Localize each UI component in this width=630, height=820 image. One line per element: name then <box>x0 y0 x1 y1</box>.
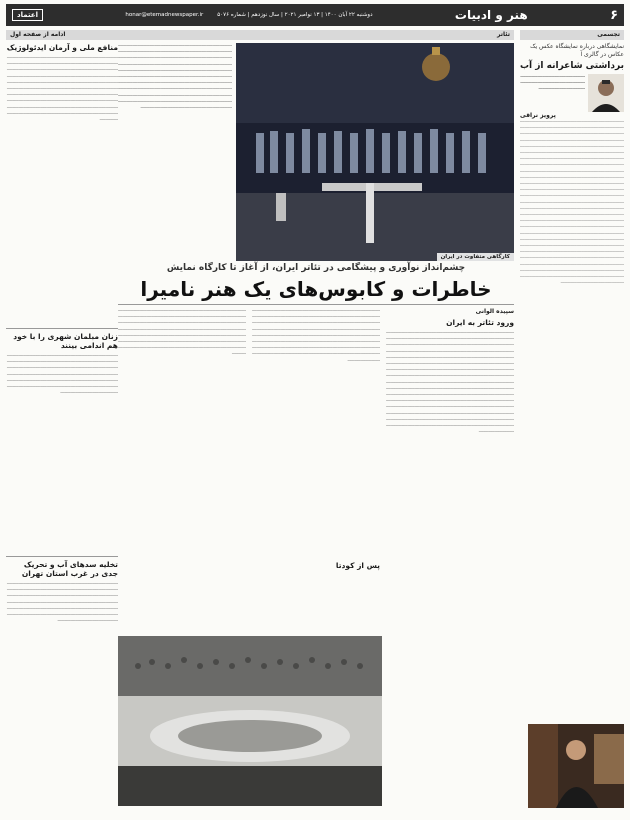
main-article <box>118 30 514 816</box>
right-body-text: ـــــــــــــــــــــــــــــــــــــــــــــــــــــــــــــــــــــــــــــــــــــــــــــــــــــــــــــــــــــــــــــــــــــــــــــــــــــــــــــــــــــــــــــــــــــــــــــــــــــــــــــــــــــــــــــــــــــــــــــــــــــــــــــــــــــــــــــــــــــــــــــــــــــــــــــــــــــــــــــــــــــــــــــــــــــــــــــــــــــــــــــــــــــــــــــــــــــــــــــــــــــــــــــــــــــــــــــــــــــــــــــــــــــــــــــــــــــــــــــــــــــــــــــــــــــــــــــــــــــــــــــــــــــــــــــــــــــــــــــــــــــــــــــــــــــــــــــــــــــــــــــــــــــــــــــــــــــــــــــــــــــــــــــــــــــــــــــــــــــــــــــــــــــــــــــــــــــــــــــــــــــــــــــــــــــــــــــــــــــــــــــــــــــــــــــــــــــــــــــــــــــــــــــــــــــــــــــــــــــــــــــــــــــــــــــــــــــــــــــــــــــــــــــــــــــــــــــــــــــــــــــــــــــــــــــــــــــــــــــــــــــــــــــــــــــــــــــــــــــــــــــــــــــــــــــــــــــــــــــــــــــــــــــــــــــــــــــــــــــــــــــــــــــــــــــــــــــــــــــــــــــــــــــــــــــــــــــــــــــــــــــــــــــــــــــــــــــــــــــــــــــــــــــــــــــــــــــــــــــــــــــــــــــــــــــــــــــــــــــــــــــــــــــــــــــــــــــــــــــــــــــــــــــــــــــــــــــــــــــــــــــــــــــــــــــــــــــــــــــــــــــــــــــــــــــــــــــــــــــــــــــــــــــــــــــــــــــــــــــــــــــــــــــــــــــــــــــــــــــــــــــــــــــــــــــــــــــــــــــــــــــــــــــــــــــــــــــــــــــــــــــــــــــــــــــــــــــــــــــــــــــــــــــــــــــــــــــــــــــــــــــــــــــــــــــــــــــــــــــــــــــــــــــــــــــــــــــــــــــــــــــــــــــــــــــــــــــــــــــــــــــــــــــــــــــــــــــــــــــــــــــــــــــــــــــــــــــــــــــــــــــــــــــــــــــــــــــــــــــــــــــــــــــــــــــــــــــــــــــــــــــــــ <box>520 119 624 286</box>
newspaper-logo: اعتماد <box>12 9 43 21</box>
right-section-label: تجسمی <box>520 30 624 40</box>
right-lead-text: ـــــــــــــــــــــــــــــــــــــــــــــــــــــــــــــــــــــــــــــــــــــــــــــــــــــــــــــــــــــــــــــ <box>520 74 585 92</box>
exhibition-photo <box>528 724 624 808</box>
left-section-label: ادامه از صفحه اول <box>6 30 118 40</box>
main-author: سپیده الوانی <box>475 308 514 315</box>
header-meta <box>125 12 372 18</box>
author-portrait <box>588 74 624 112</box>
page-number: ۶ <box>610 7 618 23</box>
right-kicker: نمایشگاهی درباره نمایشگاه عکس یک عکاس در گالری آ <box>530 43 624 58</box>
right-headline: برداشتی شاعرانه از آب <box>520 61 624 71</box>
section-title: هنر و ادبیات <box>454 8 528 22</box>
left-headline-3: تخلیه سدهای آب و تحریک جدی در غرب استان تهران <box>21 560 118 578</box>
left-body-2: ـــــــــــــــــــــــــــــــــــــــــــــــــــــــــــــــــــــــــــــــــــــــــــــــــــــــــــــــــــــــــــــــــــــــــــــــــــــــــــــــــــــــــــــــــــــــــــــــــــــــــــــــــــــــــــــــــــــــــــــــــــــــــــــــــــــــــــــــــــــــــــــــــــــــــــــــــــــــــــــــــــــــــــــــــــــــــــــــــــــــــــــــــــــــــــــــــــــــــــــــــــــــــــــــــــــــــــــــــــــــــــــــــــــــــــــــــــــــــــــــــــــــــــــــــــــــــــــــــــ <box>6 353 118 396</box>
header-date: دوشنبه ۲۲ آبان ۱۴۰۰ | ۱۳ نوامبر ۲۰۲۱ | سال نوزدهم | شماره ۵۰۷۶ <box>217 12 373 18</box>
main-subhead: ورود تئاتر به ایران <box>446 318 514 327</box>
page-header <box>6 4 624 26</box>
photo-side-text: ـــــــــــــــــــــــــــــــــــــــــــــــــــــــــــــــــــــــــــــــــــــــــــــــــــــــــــــــــــــــــــــــــــــــــــــــــــــــــــــــــــــــــــــــــــــــــــــــــــــــــــــــــــــــــــــــــــــــــــــــــــــــــــــــــــــــــــــــــــــــــــــــــــــــــــــــــــــــــــــــــــــــــــــــــــــــــــــــــــــــــــــــــــــــــــــــــــــــــــــــــــــــــــــــــــــــــــــــــــــــــــــــــــــــــــــــــــــــــــــــــــــــــــــــــــــــــــــــــــــــــــــــــــــــــــــــــــــــــــــــــــــــــــــــــــــــــــــــــــــــــــــــــــــــــــــــــــــــــــــــــــــــــــــــــــــــــــــــــــــــــــــــــــــــــــــــــــــــــــــــــــــــــــــــــــــــــــــــــــــــــــــــــــــــــــــــــــــــــــــــــــــــــــــــــــــــــــــــــــــــــــــــــــــــــــــــــــــــــــ <box>118 43 232 111</box>
left-body-3: ـــــــــــــــــــــــــــــــــــــــــــــــــــــــــــــــــــــــــــــــــــــــــــــــــــــــــــــــــــــــــــــــــــــــــــــــــــــــــــــــــــــــــــــــــــــــــــــــــــــــــــــــــــــــــــــــــــــــــــــــــــــــــــــــــــــــــــــــــــــــــــــــــــــــــــــــــــــــــــــــــــــــــــــــــــــــــــــــــــــــــــــــــــــــــــــــــــــــــــــــــــــــــــــــــــــــــــــــــــــــــــــــــــــــــــــــــــــــــــــــــــــــــــــــــــــــــــــــــــــ <box>6 581 118 624</box>
left-body-1: ـــــــــــــــــــــــــــــــــــــــــــــــــــــــــــــــــــــــــــــــــــــــــــــــــــــــــــــــــــــــــــــــــــــــــــــــــــــــــــــــــــــــــــــــــــــــــــــــــــــــــــــــــــــــــــــــــــــــــــــــــــــــــــــــــــــــــــــــــــــــــــــــــــــــــــــــــــــــــــــــــــــــــــــــــــــــــــــــــــــــــــــــــــــــــــــــــــــــــــــــــــــــــــــــــــــــــــــــــــــــــــــــــــــــــــــــــــــــــــــــــــــــــــــــــــــــــــــــــــــــــــــــــــــــــــــــــــــــــــــــــــــــــــــــــــــــــــــــــــــــــــــــــــــــــــــــــــــــــــــــــــــــــــــــــــــــــــــــــــــــــــــــــــــــــــــــــــــــــــــــــــــــــــــــــــــــــــــــــــــــــــــــــــــــــــــــــــــــــــــــــــ <box>6 55 118 123</box>
main-body-col2: ـــــــــــــــــــــــــــــــــــــــــــــــــــــــــــــــــــــــــــــــــــــــــــــــــــــــــــــــــــــــــــــــــــــــــــــــــــــــــــــــــــــــــــــــــــــــــــــــــــــــــــــــــــــــــــــــــــــــــــــــــــــــــــــــــــــــــــــــــــــــــــــــــــــــــــــــــــــــــــــــــــــــــــــــــــــــــــــــــــــــــــــــــــــــــــــــــــــــــــــــــــــــــــــــــــــــــــــــــــــــــــــــــــــــــــــــــــــــــــــــــــــــــــــــــــــــــــــــــــــــــــــــــــــــــــــــــــــــــــــــــــــــــــــــــــــــــــــــــــــــــــــــــــــــــــــــــــــــــــــــــــــــــــــــــــــــــــــــــــــــــــــــــــــــــــــــــــــــــــــــــــــــــــــــــــــــــــــــ <box>252 308 380 363</box>
right-author: پرویز نراقی <box>520 112 556 119</box>
header-email[interactable]: honar@etemadnewspaper.ir <box>125 12 204 18</box>
main-body-col1: ـــــــــــــــــــــــــــــــــــــــــــــــــــــــــــــــــــــــــــــــــــــــــــــــــــــــــــــــــــــــــــــــــــــــــــــــــــــــــــــــــــــــــــــــــــــــــــــــــــــــــــــــــــــــــــــــــــــــــــــــــــــــــــــــــــــــــــــــــــــــــــــــــــــــــــــــــــــــــــــــــــــــــــــــــــــــــــــــــــــــــــــــــــــــــــــــــــــــــــــــــــــــــــــــــــــــــــــــــــــــــــــــــــــــــــــــــــــــــــــــــــــــــــــــــــــــــــــــــــــــــــــــــــــــــــــــــــــــــــــــــــــــــــــــــــــــــــــــــــــــــــــــــــــــــــــــــــــــــــــــــــــــــــــــــــــــــــــــــــــــــــــــــــــــــــــــــــــــــــــــــــــــــــــــــــــــــــــــــــــــــــــــــــــــــــــــــــــــــــــــــــــــــــــــــــــــــــــــــــــــــــــــــــــــــــــــــــــــــــــــــــــــــــــــــــــــــــــــــــــــــــــــــــــــــــــــــــــــــــــــــــــــــــــــــــــــــــــــــــــــــــــــــــــــــــــــــــــــــــــــــــــــــــــــــــــــــــــــــــــــــــــــــــــــــــــــــــــــــــــــــــــــــــــــــــــــــــــــــــــــــــــــــــــــــــــــــــــــــــــــــــــــــــــــــــــــــــــــــــــــــــــــــــــــــــــــــــــــــــــــــــــــــــــــــــــــــــــــــــــــــــــــــــــــــــــــــــــــــــــــــــــــــــــــــــــــــــــــــــــــــــــــــــــــــــــــــــــــــــــــــــــــــــــــــــــــــــــــــــــــــ <box>386 330 514 435</box>
photo-caption: کارگاهی متفاوت در ایران <box>437 253 514 261</box>
left-headline-1: منافع ملی و آرمان ایدئولوژیک <box>6 43 118 52</box>
crowd-photo <box>118 636 382 806</box>
main-subhead2: پس از کودتا <box>335 561 380 570</box>
main-body-col3: ـــــــــــــــــــــــــــــــــــــــــــــــــــــــــــــــــــــــــــــــــــــــــــــــــــــــــــــــــــــــــــــــــــــــــــــــــــــــــــــــــــــــــــــــــــــــــــــــــــــــــــــــــــــــــــــــــــــــــــــــــــــــــــــــــــــــــــــــــــــــــــــــــــــــــــــــــــــــــــــــــــــــــــــــــــــــــــــــــــــــــــــــــــــــــــــــــــــــــــــــــــــــــــــــــــــــــــــــــــــــــــــــــــــــــــــــــــــــــــــــــــــــــــــــــــــــــــــــــــــــــــــــــــــــــــــــــــــــــــــــــــــــــــــــــــــــــــــــــــــــــــــــــــــــــــــــــــــــــــــــــــــــ <box>118 308 246 357</box>
main-headline: خاطرات و کابوس‌های یک هنر نامیرا <box>140 277 492 301</box>
left-headline-2: زنان مبلمان شهری را با خود هم اندامی بینند <box>13 332 118 350</box>
main-section-label: تئاتر <box>118 30 514 40</box>
left-column <box>6 30 118 816</box>
right-column <box>520 30 624 816</box>
main-kicker: چشم‌انداز نوآوری و پیشگامی در تئاتر ایران، از آغاز تا کارگاه نمایش <box>166 263 466 273</box>
stage-photo <box>236 43 514 261</box>
